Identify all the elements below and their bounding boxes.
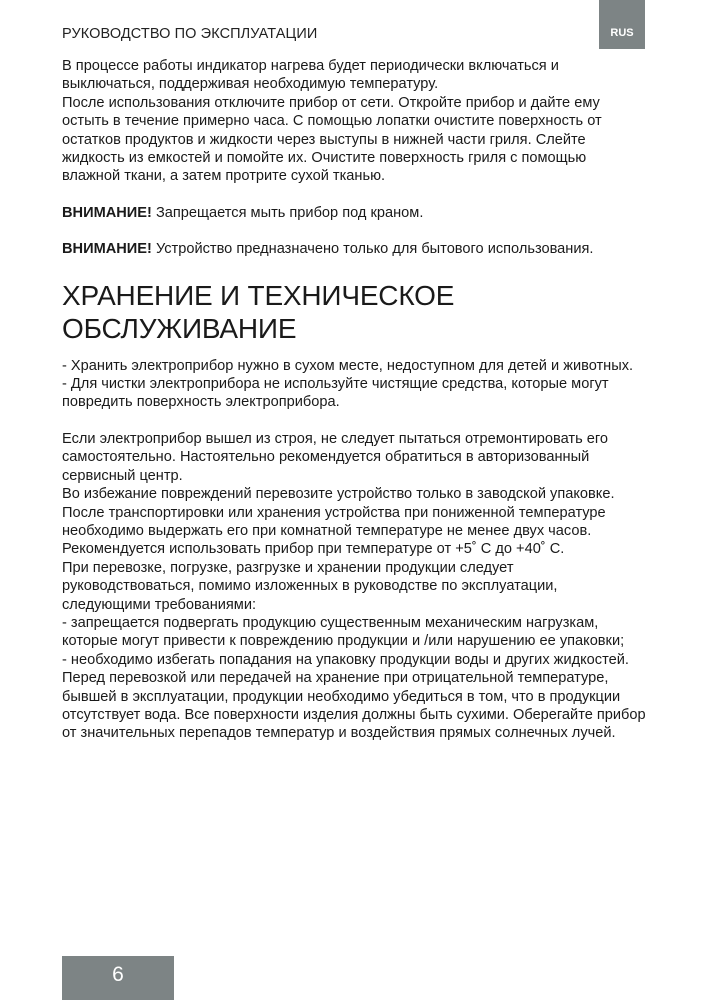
- warning-text: Запрещается мыть прибор под краном.: [151, 204, 424, 221]
- warning-label: ВНИМАНИЕ!: [62, 204, 152, 221]
- list-item: - запрещается подвергать продукцию существенным механическим нагрузкам, которые могут привести к повреждению продукции и /или нарушению ее упаковки;: [62, 614, 625, 650]
- paragraph: Если электроприбор вышел из строя, не следует пытаться отремонтировать его самостоятельно. Настоятельно рекомендуется обратиться в авторизованный сервисный центр.: [62, 430, 608, 484]
- list-item: - Хранить электроприбор нужно в сухом месте, недоступном для детей и животных.: [62, 357, 634, 374]
- warning-text: Устройство предназначено только для бытового использования.: [151, 241, 594, 258]
- list-item: - необходимо избегать попадания на упаковку продукции воды и других жидкостей.: [62, 651, 629, 668]
- section-title: ХРАНЕНИЕ И ТЕХНИЧЕСКОЕ ОБСЛУЖИВАНИЕ: [62, 279, 455, 344]
- paragraph: Во избежание повреждений перевозите устройство только в заводской упаковке. После транспортировки или хранения устройства при пониженной температуре необходимо выдержать его при комнатной температуре не менее двух часов.: [62, 486, 615, 539]
- paragraph: При перевозке, погрузке, разгрузке и хранении продукции следует руководствоваться, помимо изложенных в руководстве по эксплуатации, следующими требованиями:: [62, 559, 558, 613]
- warning-label: ВНИМАНИЕ!: [62, 241, 152, 258]
- paragraph: Перед перевозкой или передачей на хранение при отрицательной температуре, бывшей в эксплуатации, продукции необходимо убедиться в том, что в продукции отсутствует вода. Все поверхности изделия должны быть сухими. Оберегайте прибор от значительных перепадов температур и воздействия прямых солнечных лучей.: [62, 670, 646, 742]
- document-header-title: РУКОВОДСТВО ПО ЭКСПЛУАТАЦИИ: [62, 26, 318, 42]
- list-item: - Для чистки электроприбора не используйте чистящие средства, которые могут повредить поверхность электроприбора.: [62, 376, 609, 411]
- warning-note: [62, 240, 648, 258]
- language-tab: RUS: [599, 0, 645, 49]
- paragraph: После использования отключите прибор от сети. Откройте прибор и дайте ему остыть в течение примерно часа. С помощью лопатки очистите поверхность от остатков продуктов и жидкости через выступы в нижней части гриля. Слейте жидкость из емкостей и помойте их. Очистите поверхность гриля с помощью влажной ткани, а затем протрите сухой тканью.: [62, 94, 602, 185]
- paragraph: В процессе работы индикатор нагрева будет периодически включаться и выключаться, поддерживая необходимую температуру.: [62, 58, 559, 93]
- paragraph: Рекомендуется использовать прибор при температуре от +5˚ С до +40˚ С.: [62, 541, 565, 558]
- page-number: 6: [62, 956, 174, 1000]
- page-content: [62, 57, 648, 743]
- warning-note: [62, 204, 648, 222]
